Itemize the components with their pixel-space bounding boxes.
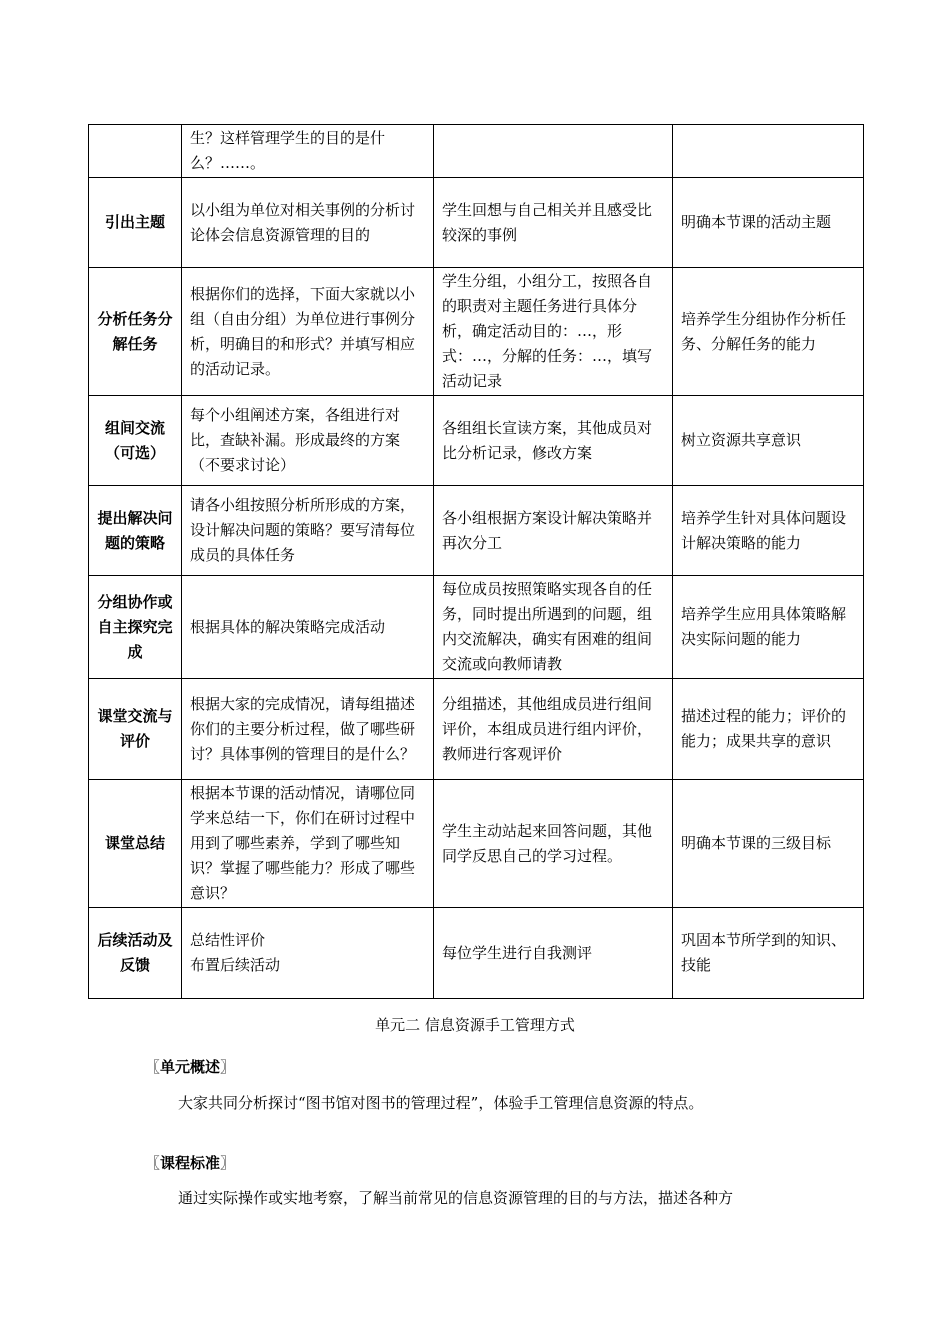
table-row [89, 178, 864, 268]
stage-cell: 引出主题 [89, 178, 182, 268]
bracket-close: 〗 [220, 1154, 236, 1172]
table-row [89, 908, 864, 999]
table-row [89, 576, 864, 679]
bracket-open: 〖 [145, 1154, 161, 1172]
table-row [89, 125, 864, 178]
teacher-activity-cell: 根据你们的选择，下面大家就以小组（自由分组）为单位进行事例分析，明确目的和形式？并填写相应的活动记录。 [182, 268, 434, 396]
design-intent-cell: 培养学生针对具体问题设计解决策略的能力 [673, 486, 864, 576]
student-activity-cell: 每位学生进行自我测评 [434, 908, 673, 999]
overview-text: 大家共同分析探讨“图书馆对图书的管理过程”，体验手工管理信息资源的特点。 [178, 1094, 704, 1112]
student-activity-cell: 学生分组，小组分工，按照各自的职责对主题任务进行具体分析，确定活动目的：…，形式：…，分解的任务：…，填写活动记录 [434, 268, 673, 396]
design-intent-cell: 明确本节课的三级目标 [673, 780, 864, 908]
student-activity-cell [434, 125, 673, 178]
table-row [89, 780, 864, 908]
overview-title [145, 1056, 235, 1077]
overview-title-text: 单元概述 [160, 1058, 221, 1076]
bracket-close: 〗 [220, 1058, 236, 1076]
teacher-activity-cell: 根据本节课的活动情况，请哪位同学来总结一下，你们在研讨过程中用到了哪些素养，学到了哪些知识？掌握了哪些能力？形成了哪些意识？ [182, 780, 434, 908]
stage-cell: 提出解决问题的策略 [89, 486, 182, 576]
teacher-activity-cell: 根据具体的解决策略完成活动 [182, 576, 434, 679]
standard-text: 通过实际操作或实地考察，了解当前常见的信息资源管理的目的与方法，描述各种方 [178, 1189, 734, 1207]
stage-cell [89, 125, 182, 178]
stage-cell: 后续活动及反馈 [89, 908, 182, 999]
stage-cell: 分组协作或自主探究完成 [89, 576, 182, 679]
teacher-activity-cell: 总结性评价 布置后续活动 [182, 908, 434, 999]
lesson-plan-table [88, 124, 864, 999]
design-intent-cell: 培养学生分组协作分析任务、分解任务的能力 [673, 268, 864, 396]
student-activity-cell: 各小组根据方案设计解决策略并再次分工 [434, 486, 673, 576]
table-row [89, 268, 864, 396]
table-body [89, 125, 864, 999]
design-intent-cell: 巩固本节所学到的知识、技能 [673, 908, 864, 999]
design-intent-cell: 树立资源共享意识 [673, 396, 864, 486]
standard-title [145, 1152, 235, 1173]
student-activity-cell: 学生回想与自己相关并且感受比较深的事例 [434, 178, 673, 268]
student-activity-cell: 分组描述，其他组成员进行组间评价，本组成员进行组内评价，教师进行客观评价 [434, 679, 673, 780]
unit-heading: 单元二 信息资源手工管理方式 [375, 1016, 575, 1034]
student-activity-cell: 各组组长宣读方案，其他成员对比分析记录，修改方案 [434, 396, 673, 486]
teacher-activity-cell: 以小组为单位对相关事例的分析讨论体会信息资源管理的目的 [182, 178, 434, 268]
teacher-activity-cell: 请各小组按照分析所形成的方案，设计解决问题的策略？要写清每位成员的具体任务 [182, 486, 434, 576]
stage-cell: 课堂交流与评价 [89, 679, 182, 780]
table-row [89, 486, 864, 576]
bracket-open: 〖 [145, 1058, 161, 1076]
standard-title-text: 课程标准 [160, 1154, 221, 1172]
stage-cell: 分析任务分解任务 [89, 268, 182, 396]
student-activity-cell: 每位成员按照策略实现各自的任务，同时提出所遇到的问题，组内交流解决，确实有困难的组间交流或向教师请教 [434, 576, 673, 679]
design-intent-cell: 明确本节课的活动主题 [673, 178, 864, 268]
stage-cell: 课堂总结 [89, 780, 182, 908]
design-intent-cell: 描述过程的能力；评价的能力；成果共享的意识 [673, 679, 864, 780]
teacher-activity-cell: 根据大家的完成情况，请每组描述你们的主要分析过程，做了哪些研讨？具体事例的管理目的是什么？ [182, 679, 434, 780]
table-row [89, 679, 864, 780]
teacher-activity-cell: 每个小组阐述方案，各组进行对比，查缺补漏。形成最终的方案（不要求讨论） [182, 396, 434, 486]
teacher-activity-cell: 生？这样管理学生的目的是什么？……。 [182, 125, 434, 178]
design-intent-cell: 培养学生应用具体策略解决实际问题的能力 [673, 576, 864, 679]
table-row [89, 396, 864, 486]
design-intent-cell [673, 125, 864, 178]
stage-cell: 组间交流（可选） [89, 396, 182, 486]
student-activity-cell: 学生主动站起来回答问题，其他同学反思自己的学习过程。 [434, 780, 673, 908]
